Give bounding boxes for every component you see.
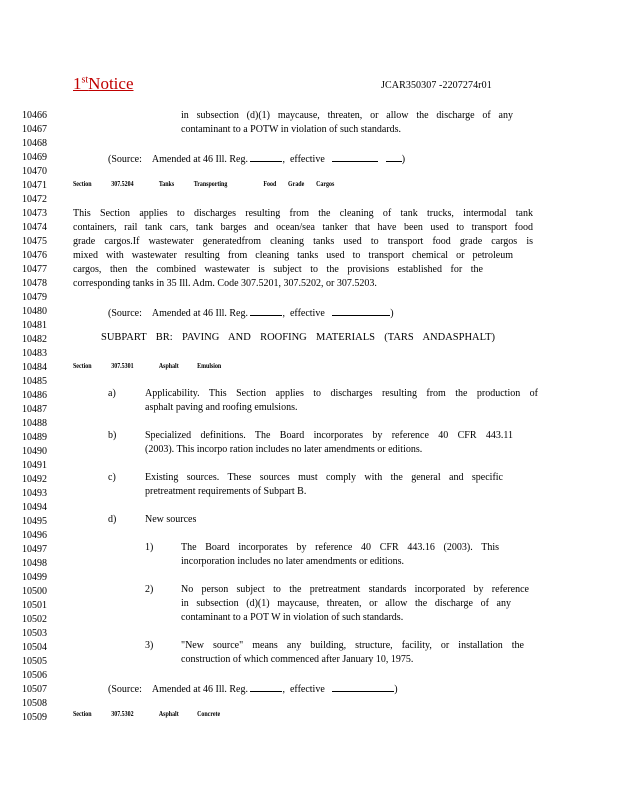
item-label: c)	[108, 472, 116, 483]
item-text: asphalt paving and roofing emulsions.	[145, 402, 298, 413]
line-number: 10466	[22, 110, 47, 121]
line-number: 10506	[22, 670, 47, 681]
paragraph-line: mixed with wastewater resulting from cleaning tanks used to transport chemical or petroleum	[73, 250, 513, 261]
paragraph-line: cargos, then the combined wastewater is subject to the provisions established for the	[73, 264, 483, 275]
line-number: 10468	[22, 138, 47, 149]
line-number: 10492	[22, 474, 47, 485]
text-line: in subsection (d)(1) maycause, threaten, or allow the discharge of any	[181, 110, 513, 121]
line-number: 10503	[22, 628, 47, 639]
item-text: New sources	[145, 514, 197, 525]
line-number: 10488	[22, 418, 47, 429]
line-number: 10473	[22, 208, 47, 219]
paragraph-line: containers, rail tank cars, tank barges and ocean/sea tanker that have been used to transport food	[73, 222, 533, 233]
item-label: b)	[108, 430, 117, 441]
document-code: JCAR350307 -2207274r01	[381, 80, 492, 91]
line-number: 10489	[22, 432, 47, 443]
line-number: 10494	[22, 502, 47, 513]
line-number: 10500	[22, 586, 47, 597]
line-number: 10496	[22, 530, 47, 541]
item-text: Specialized definitions. The Board incorporates by reference 40 CFR 443.11	[145, 430, 513, 441]
subitem-text: incorporation includes no later amendments or editions.	[181, 556, 404, 567]
subitem-text: contaminant to a POT W in violation of such standards.	[181, 612, 404, 623]
line-number: 10469	[22, 152, 47, 163]
line-number: 10484	[22, 362, 47, 373]
paragraph-line: grade cargos.If wastewater generatedfrom cleaning tanks used to transport food grade cargos is	[73, 236, 533, 247]
line-number: 10486	[22, 390, 47, 401]
subitem-text: No person subject to the pretreatment standards incorporated by reference	[181, 584, 529, 595]
item-text: (2003). This incorpo ration includes no later amendments or editions.	[145, 444, 423, 455]
section-heading: Section 307.5302 Asphalt Concrete	[73, 710, 221, 718]
line-number: 10493	[22, 488, 47, 499]
notice-heading: 1stNotice	[73, 74, 134, 93]
line-number: 10505	[22, 656, 47, 667]
line-number: 10477	[22, 264, 47, 275]
subitem-label: 3)	[145, 640, 154, 651]
subpart-heading: SUBPART BR: PAVING AND ROOFING MATERIALS (TARS ANDASPHALT)	[101, 332, 495, 343]
line-number: 10507	[22, 684, 47, 695]
item-text: Applicability. This Section applies to discharges resulting from the production of	[145, 388, 538, 399]
line-number: 10470	[22, 166, 47, 177]
line-number: 10490	[22, 446, 47, 457]
line-number: 10508	[22, 698, 47, 709]
section-heading: Section 307.5301 Asphalt Emulsion	[73, 362, 222, 370]
line-number: 10479	[22, 292, 47, 303]
paragraph-line: This Section applies to discharges resulting from the cleaning of tank trucks, intermodal tank	[73, 208, 533, 219]
subitem-text: The Board incorporates by reference 40 CFR 443.16 (2003). This	[181, 542, 499, 553]
line-number: 10485	[22, 376, 47, 387]
line-number: 10487	[22, 404, 47, 415]
text-line: contaminant to a POTW in violation of such standards.	[181, 124, 402, 135]
subitem-text: in subsection (d)(1) maycause, threaten, or allow the discharge of any	[181, 598, 511, 609]
subitem-text: construction of which commenced after January 10, 1975.	[181, 654, 414, 665]
line-number: 10497	[22, 544, 47, 555]
line-number: 10476	[22, 250, 47, 261]
paragraph-line: corresponding tanks in 35 Ill. Adm. Code 307.5201, 307.5202, or 307.5203.	[73, 278, 377, 289]
source-note: (Source: Amended at 46 Ill. Reg. , effective )	[108, 154, 406, 165]
line-number: 10475	[22, 236, 47, 247]
line-number: 10467	[22, 124, 47, 135]
line-number: 10502	[22, 614, 47, 625]
line-number: 10474	[22, 222, 47, 233]
item-label: d)	[108, 514, 117, 525]
item-label: a)	[108, 388, 116, 399]
source-note: (Source: Amended at 46 Ill. Reg. , effective )	[108, 684, 398, 695]
item-text: Existing sources. These sources must comply with the general and specific	[145, 472, 503, 483]
line-number: 10499	[22, 572, 47, 583]
line-number: 10482	[22, 334, 47, 345]
source-note: (Source: Amended at 46 Ill. Reg. , effective )	[108, 308, 394, 319]
line-number: 10478	[22, 278, 47, 289]
line-number: 10495	[22, 516, 47, 527]
subitem-label: 2)	[145, 584, 154, 595]
line-number: 10483	[22, 348, 47, 359]
line-number: 10481	[22, 320, 47, 331]
line-number: 10471	[22, 180, 47, 191]
item-text: pretreatment requirements of Subpart B.	[145, 486, 307, 497]
line-number: 10480	[22, 306, 47, 317]
line-number: 10501	[22, 600, 47, 611]
line-number: 10504	[22, 642, 47, 653]
line-number: 10509	[22, 712, 47, 723]
subitem-label: 1)	[145, 542, 154, 553]
line-number: 10491	[22, 460, 47, 471]
section-heading: Section 307.5204 Tanks Transporting Food Grade Cargos	[73, 180, 335, 188]
line-number: 10498	[22, 558, 47, 569]
line-number: 10472	[22, 194, 47, 205]
subitem-text: "New source" means any building, structure, facility, or installation the	[181, 640, 524, 651]
